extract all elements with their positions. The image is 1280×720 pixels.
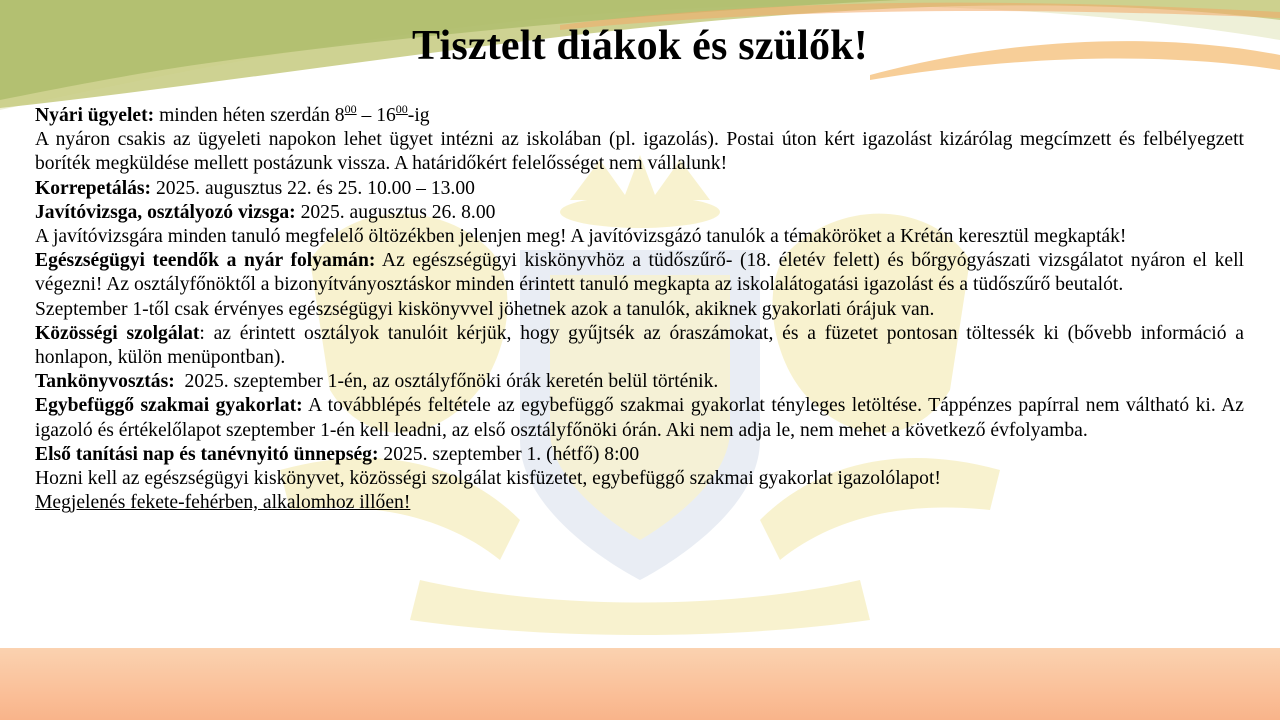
megjelenes-paragraph: Megjelenés fekete-fehérben, alkalomhoz illően! — [35, 492, 411, 514]
ugyelet-paragraph: Nyári ügyelet: minden héten szerdán $8^{00} - 16^{00}-ig$ — [35, 102, 430, 126]
hozni-paragraph: Hozni kell az egészségügyi kiskönyvet, közösségi szolgálat kisfüzetet, egybefüggő szakmai gyakorlat igazolólapot! — [35, 468, 941, 490]
announcement-body — [35, 104, 1244, 515]
elso-nap-paragraph: Első tanítási nap és tanévnyitó ünnepség: 2025. szeptember 1. (hétfő) 8:00 — [35, 443, 640, 465]
szeptember-note: Szeptember 1-től csak érvényes egészségügyi kiskönyvvel jöhetnek azok a tanulók, akiknek gyakorlati órájuk van. — [35, 298, 935, 320]
ugyelet-detail: A nyáron csakis az ügyeleti napokon lehet ügyet intézni az iskolában (pl. igazolás). Postai úton kért igazolást kizárólag megcímzett és felbélyegzett boríték megküldése mellett postázunk vissza. A határidőkért felelősséget nem vállalunk! — [35, 129, 1244, 175]
egeszsegugyi-paragraph: Egészségügyi teendők a nyár folyamán: Az egészségügyi kiskönyvhöz a tüdőszűrő- (18. életév felett) és bőrgyógyászati vizsgálatot nyáron el kell végezni! Az osztályfőnöktől a bizonyítványosztáskor minden érintett tanuló megkapta az iskolalátogatási igazolást és a tüdőszűrő beutalót. — [35, 250, 1245, 296]
decorative-bottom-band — [0, 648, 1280, 720]
tankonyv-paragraph: Tankönyvosztás: 2025. szeptember 1-én, az osztályfőnöki órák keretén belül történik. — [35, 371, 719, 393]
javitovizsga-detail: A javítóvizsgára minden tanuló megfelelő öltözékben jelenjen meg! A javítóvizsgázó tanulók a témaköröket a Krétán keresztül megkapták! — [35, 226, 1127, 248]
gyakorlat-paragraph: Egybefüggő szakmai gyakorlat: A továbblépés feltétele az egybefüggő szakmai gyakorlat tényleges letöltése. Táppénzes papírral nem váltható ki. Az igazoló és értékelőlapot szeptember 1-én kell leadni, az első osztályfőnöki órán. Aki nem adja le, nem mehet a következő évfolyamba. — [35, 395, 1245, 441]
kozossegi-paragraph: Közösségi szolgálat: az érintett osztályok tanulóit kérjük, hogy gyűjtsék az óraszámokat, és a füzetet pontosan töltessék ki (bővebb információ a honlapon, külön menüpontban). — [35, 322, 1244, 369]
javitovizsga-paragraph: Javítóvizsga, osztályozó vizsga: 2025. augusztus 26. 8.00 — [35, 201, 496, 223]
page-title: Tisztelt diákok és szülők! — [412, 23, 868, 69]
korrepetalas-paragraph: Korrepetálás: 2025. augusztus 22. és 25. 10.00 – 13.00 — [35, 177, 475, 199]
